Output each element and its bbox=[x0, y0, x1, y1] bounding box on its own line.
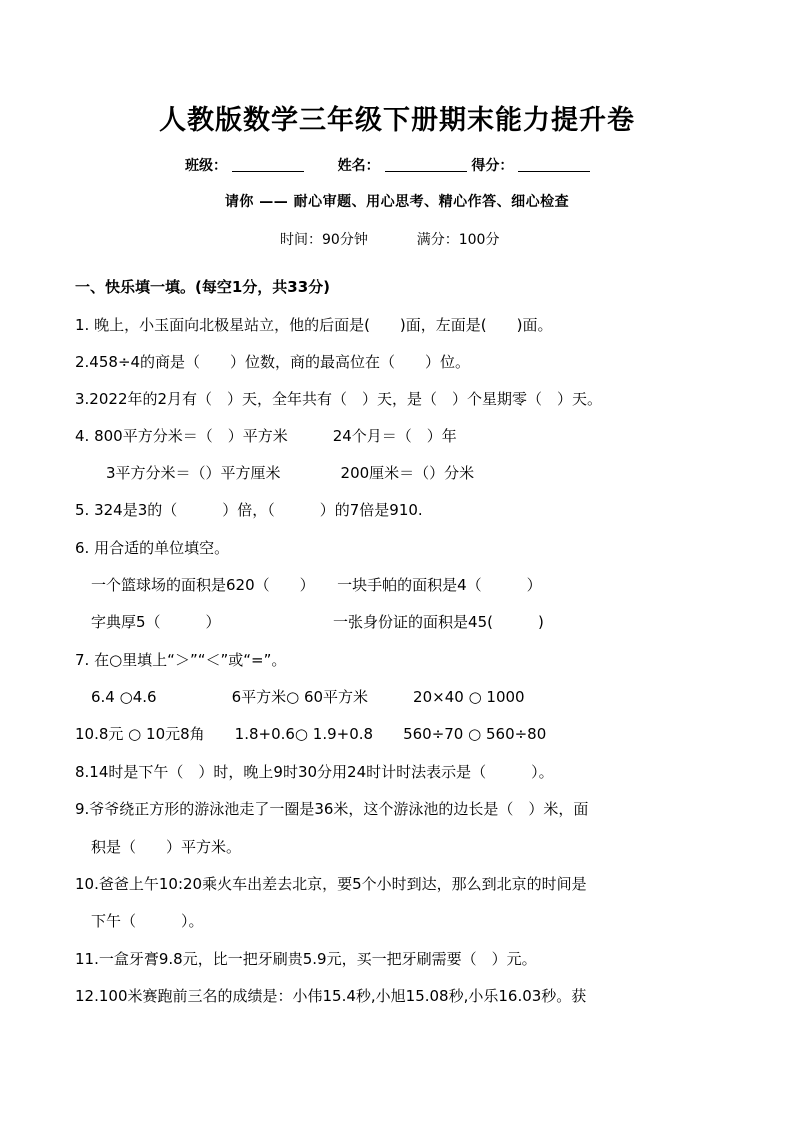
question-line: 积是（ ）平方米。 bbox=[91, 838, 242, 856]
question-line: 8.14时是下午（ ）时，晚上9时30分用24时计时法表示是（ ）。 bbox=[75, 763, 554, 781]
question-line: 10.8元 ○ 10元8角 1.8+0.6○ 1.9+0.8 560÷70 ○ 560÷80 bbox=[75, 725, 547, 743]
name-blank[interactable] bbox=[385, 157, 467, 172]
question-line: 下午（ ）。 bbox=[91, 912, 204, 930]
question-line: 3平方分米＝（）平方厘米 200厘米＝（）分米 bbox=[91, 464, 475, 482]
question-line: 9.爷爷绕正方形的游泳池走了一圈是36米，这个游泳池的边长是（ ）米，面 bbox=[75, 800, 589, 818]
question-line: 7. 在○里填上“＞”“＜”或“=”。 bbox=[75, 651, 287, 669]
question-line: 6. 用合适的单位填空。 bbox=[75, 539, 230, 557]
class-label: 班级： bbox=[185, 158, 227, 174]
question-line: 4. 800平方分米＝（ ）平方米 24个月＝（ ）年 bbox=[75, 427, 457, 445]
exam-title: 人教版数学三年级下册期末能力提升卷 bbox=[159, 105, 635, 136]
student-info-row bbox=[185, 155, 590, 175]
question-line: 3.2022年的2月有（ ）天，全年共有（ ）天，是（ ）个星期零（ ）天。 bbox=[75, 390, 603, 408]
question-line: 2.458÷4的商是（ ）位数，商的最高位在（ ）位。 bbox=[75, 353, 471, 371]
full-score-label: 满分：100分 bbox=[416, 232, 500, 248]
class-blank[interactable] bbox=[232, 157, 304, 172]
question-line: 1. 晚上，小玉面向北极星站立，他的后面是( )面，左面是( )面。 bbox=[75, 316, 553, 334]
score-label: 得分： bbox=[471, 158, 514, 174]
section-heading: 一、快乐填一填。(每空1分，共33分) bbox=[75, 278, 331, 296]
question-line: 12.100米赛跑前三名的成绩是：小伟15.4秒,小旭15.08秒,小乐16.03秒。获 bbox=[75, 987, 587, 1005]
question-line: 11.一盒牙膏9.8元，比一把牙刷贵5.9元，买一把牙刷需要（ ）元。 bbox=[75, 950, 537, 968]
exam-motto: 请你 —— 耐心审题、用心思考、精心作答、细心检查 bbox=[224, 194, 570, 210]
name-label: 姓名： bbox=[337, 158, 380, 174]
question-line: 一个篮球场的面积是620（ ） 一块手帕的面积是4（ ） bbox=[91, 576, 542, 594]
question-line: 5. 324是3的（ ）倍，（ ）的7倍是910. bbox=[75, 501, 423, 519]
question-line: 字典厚5（ ） 一张身份证的面积是45( ) bbox=[91, 613, 544, 631]
time-score-row bbox=[280, 229, 499, 249]
score-blank[interactable] bbox=[518, 157, 590, 172]
question-line: 6.4 ○4.6 6平方米○ 60平方米 20×40 ○ 1000 bbox=[91, 688, 525, 706]
question-line: 10.爸爸上午10:20乘火车出差去北京，要5个小时到达，那么到北京的时间是 bbox=[75, 875, 587, 893]
time-label: 时间：90分钟 bbox=[280, 232, 368, 248]
